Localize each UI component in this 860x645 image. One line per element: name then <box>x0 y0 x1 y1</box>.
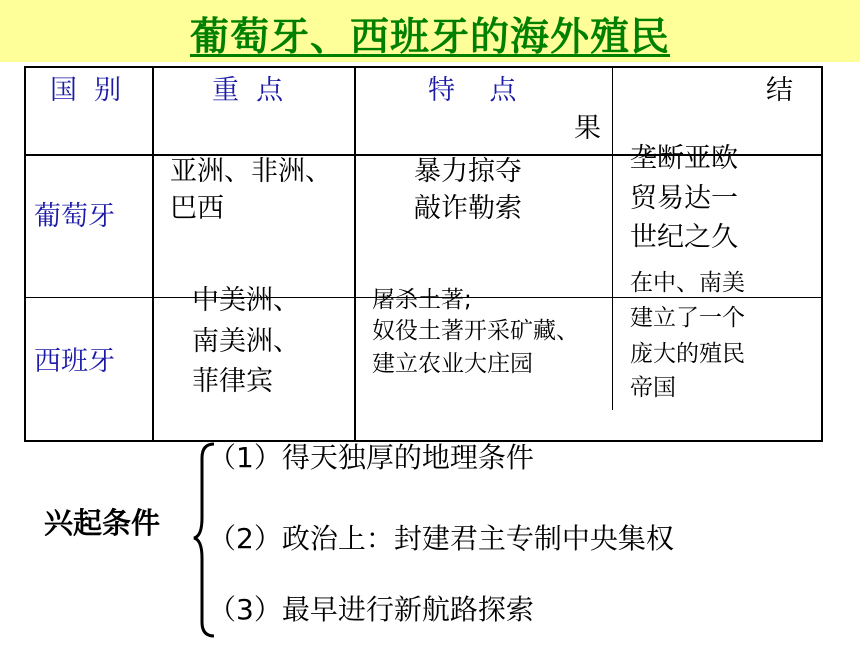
header-focus: 重 点 <box>212 75 284 106</box>
header-feature: 特 点 <box>428 75 517 106</box>
spain-focus-line-1: 中美洲、 <box>192 285 300 316</box>
slide-title: 葡萄牙、西班牙的海外殖民 <box>189 15 670 60</box>
portugal-feature-line-1: 暴力掠夺 <box>414 156 522 187</box>
spain-focus-line-2: 南美洲、 <box>192 326 300 357</box>
portugal-feature-line-2: 敲诈勒索 <box>414 193 522 224</box>
conditions-label: 兴起条件 <box>44 506 161 540</box>
portugal-focus-line-2: 巴西 <box>170 193 224 224</box>
spain-feature-line-1: 屠杀土著; <box>372 287 472 313</box>
column-divider <box>354 66 356 442</box>
row-country-spain: 西班牙 <box>34 346 115 377</box>
header-country: 国 别 <box>50 75 122 106</box>
spain-result-line-4: 帝国 <box>630 375 676 401</box>
spain-focus-line-3: 菲律宾 <box>192 366 273 397</box>
column-divider <box>612 66 613 410</box>
portugal-result-line-2: 贸易达一 <box>630 183 738 214</box>
spain-result-line-2: 建立了一个 <box>630 305 745 331</box>
row-country-portugal: 葡萄牙 <box>34 201 115 232</box>
condition-item-1: （1）得天独厚的地理条件 <box>208 441 534 474</box>
spain-result-line-3: 庞大的殖民 <box>630 341 745 367</box>
portugal-focus-line-1: 亚洲、非洲、 <box>170 156 332 187</box>
spain-result-line-1: 在中、南美 <box>630 270 745 296</box>
spain-feature-line-3: 建立农业大庄园 <box>372 351 533 377</box>
spain-feature-line-2: 奴役土著开采矿藏、 <box>372 318 579 344</box>
header-result-bottom: 果 <box>574 113 601 144</box>
condition-item-3: （3）最早进行新航路探索 <box>208 593 534 626</box>
portugal-result-line-3: 世纪之久 <box>630 222 738 253</box>
condition-item-2: （2）政治上：封建君主专制中央集权 <box>208 522 674 555</box>
portugal-result-line-1: 垄断亚欧 <box>630 143 738 174</box>
column-divider <box>152 66 154 442</box>
header-result-top: 结 <box>766 75 793 106</box>
